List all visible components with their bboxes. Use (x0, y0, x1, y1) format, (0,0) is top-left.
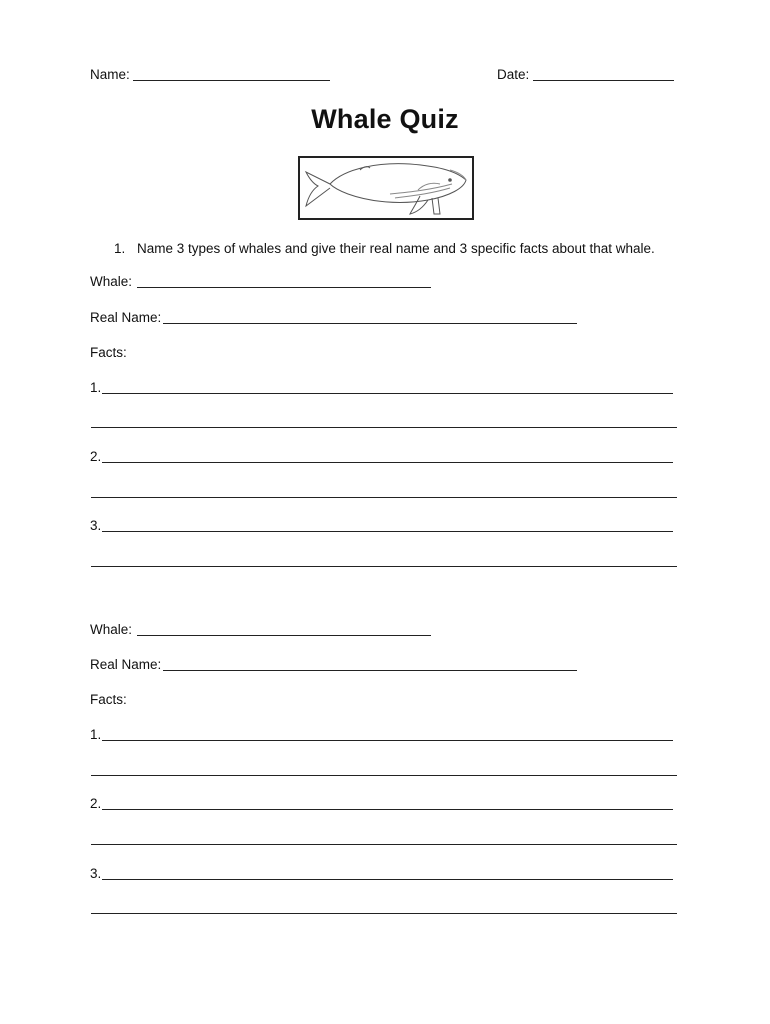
fact-continuation-line[interactable] (91, 566, 677, 567)
whale-line[interactable] (137, 635, 431, 636)
facts-label: Facts: (90, 692, 127, 707)
fact-line[interactable] (102, 879, 673, 880)
name-line[interactable] (133, 80, 330, 81)
fact-continuation-line[interactable] (91, 427, 677, 428)
date-line[interactable] (533, 80, 674, 81)
fact-continuation-line[interactable] (91, 775, 677, 776)
fact-line[interactable] (102, 809, 673, 810)
real-name-label: Real Name: (90, 310, 162, 325)
fact-number: 1. (90, 380, 102, 395)
real-name-label: Real Name: (90, 657, 162, 672)
fact-number: 2. (90, 796, 102, 811)
whale-label: Whale: (90, 274, 133, 289)
whale-label: Whale: (90, 622, 133, 637)
fact-number: 2. (90, 449, 102, 464)
fact-line[interactable] (102, 462, 673, 463)
whale-illustration (298, 156, 474, 220)
fact-continuation-line[interactable] (91, 913, 677, 914)
real-name-line[interactable] (163, 323, 577, 324)
facts-label: Facts: (90, 345, 127, 360)
fact-line[interactable] (102, 393, 673, 394)
fact-number: 1. (90, 727, 102, 742)
question-number: 1. (114, 241, 126, 256)
whale-line[interactable] (137, 287, 431, 288)
real-name-line[interactable] (163, 670, 577, 671)
name-label: Name: (90, 67, 130, 82)
page-title: Whale Quiz (311, 104, 459, 134)
fact-line[interactable] (102, 740, 673, 741)
fact-number: 3. (90, 518, 102, 533)
whale-icon (300, 158, 472, 218)
fact-continuation-line[interactable] (91, 844, 677, 845)
fact-continuation-line[interactable] (91, 497, 677, 498)
fact-line[interactable] (102, 531, 673, 532)
date-label: Date: (497, 67, 530, 82)
fact-number: 3. (90, 866, 102, 881)
question-text: Name 3 types of whales and give their real name and 3 specific facts about that whale. (137, 241, 655, 256)
